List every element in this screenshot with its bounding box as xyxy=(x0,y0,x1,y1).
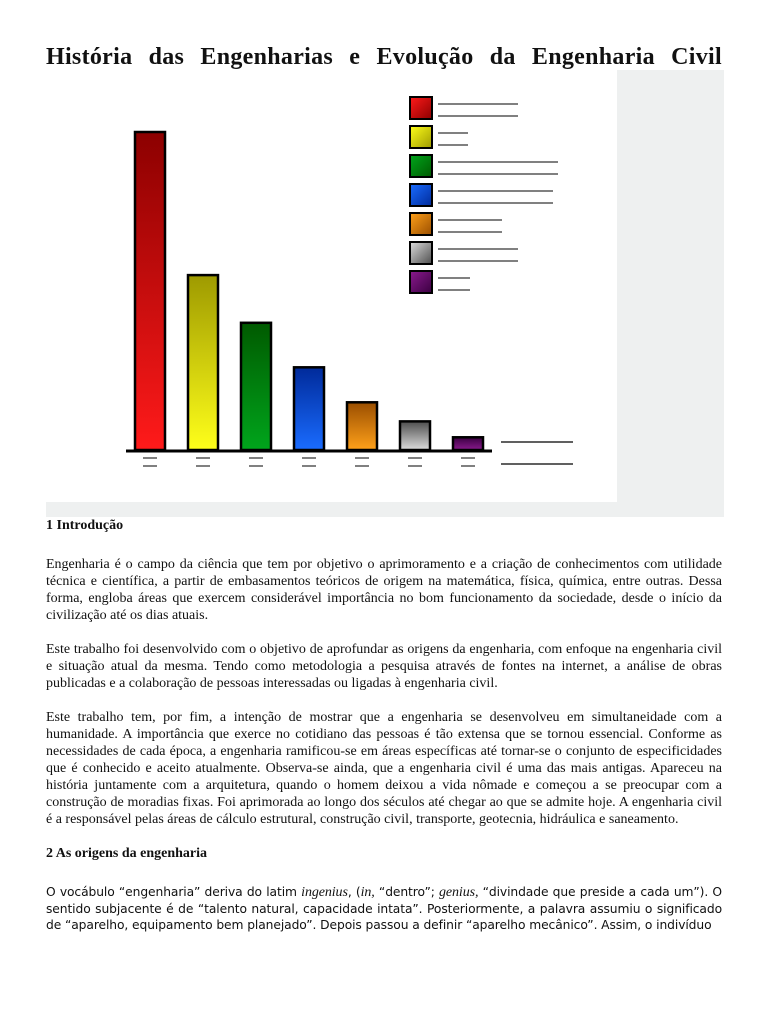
bar-7 xyxy=(453,437,483,450)
paragraph-intro-1: Engenharia é o campo da ciência que tem por objetivo o aprimoramento e a criação de conhecimentos com utilidade técnica e científica, a partir de embasamentos teóricos de origem na matemática, física, química, entre outras. Dessa forma, engloba áreas que exercem considerável importância no bom funcionamento da sociedade, desde o início da civilização até os dias atuais. xyxy=(46,557,722,623)
paragraph-intro-3: Este trabalho tem, por fim, a intenção de mostrar que a engenharia se desenvolveu em simultaneidade com a humanidade. A importância que exerce no cotidiano das pessoas é tão extensa que se tornou essencial. Conforme as necessidades de cada época, a engenharia ramificou-se em áreas específicas até tornar-se o conjunto de especificidades que é conhecido e aceito atualmente. Observa-se ainda, que a engenharia civil é uma das mais antigas. Apareceu na história juntamente com a arquitetura, quando o homem deixou a vida nômade e começou a se preocupar com a construção de moradias fixas. Foi aprimorada ao longo dos séculos até chegar ao que se admite hoje. A engenharia civil é a responsável pelas áreas de cálculo estrutural, construção civil, transporte, geotecnia, hidráulica e saneamento. xyxy=(46,710,722,827)
x-tick-label-2 xyxy=(196,458,210,466)
bar-chart-card xyxy=(46,70,617,502)
bar-4 xyxy=(294,367,324,450)
bar-chart xyxy=(46,70,617,502)
x-tick-label-1 xyxy=(143,458,157,466)
bar-3 xyxy=(241,323,271,450)
x-tick-label-5 xyxy=(355,458,369,466)
legend-item-3 xyxy=(410,155,558,177)
bar-5 xyxy=(347,402,377,450)
x-tick-label-4 xyxy=(302,458,316,466)
section-heading-origins: 2 As origens da engenharia xyxy=(46,846,208,861)
paragraph-intro-2: Este trabalho foi desenvolvido com o objetivo de aprofundar as origens da engenharia, com enfoque na engenharia civil e situação atual da mesma. Tendo como metodologia a pesquisa através de fontes na internet, a análise de obras publicadas e a colaboração de pessoas interessadas ou ligadas à engenharia civil. xyxy=(46,642,722,691)
x-tick-label-3 xyxy=(249,458,263,466)
document-body xyxy=(46,512,722,950)
legend-item-1 xyxy=(410,97,518,119)
document-title: História das Engenharias e Evolução da Engenharia Civil xyxy=(46,44,722,70)
legend-item-5 xyxy=(410,213,502,235)
bar-6 xyxy=(400,421,430,450)
bar-1 xyxy=(135,132,165,450)
x-tick-label-7 xyxy=(461,458,475,466)
paragraph-origins-1: O vocábulo “engenharia” deriva do latim ingenius, (in, “dentro”; genius, “divindade que preside a cada um”). O sentido subjacente é de “talento natural, capacidade intata”. Posteriormente, a palavra assumiu o significado de “aparelho, equipamento bem planejado”. Depois passou a definir “aparelho mecânico”. Assim, o indivíduo xyxy=(46,885,723,932)
section-heading-intro: 1 Introdução xyxy=(46,518,124,533)
axis-caption-placeholder xyxy=(501,442,573,464)
bar-2 xyxy=(188,275,218,450)
legend-item-6 xyxy=(410,242,518,264)
x-tick-label-6 xyxy=(408,458,422,466)
legend-item-2 xyxy=(410,126,468,148)
legend-item-7 xyxy=(410,271,470,293)
legend-item-4 xyxy=(410,184,553,206)
